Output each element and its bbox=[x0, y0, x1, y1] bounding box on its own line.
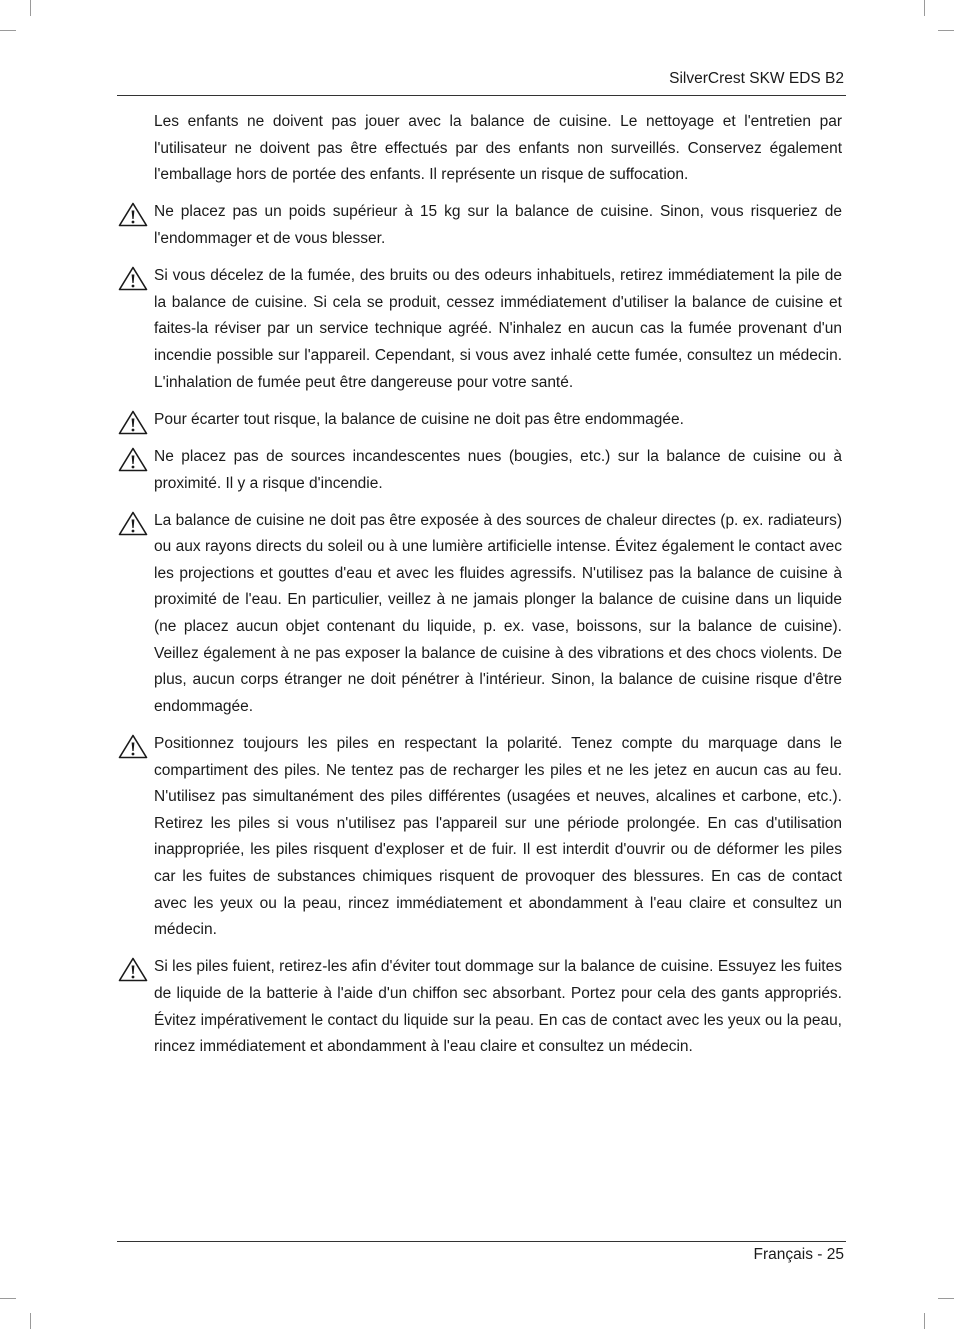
warning-paragraph bbox=[154, 444, 842, 497]
warning-triangle-icon bbox=[118, 957, 148, 982]
paragraph bbox=[154, 109, 842, 189]
warning-paragraph bbox=[154, 954, 842, 1060]
crop-mark bbox=[924, 0, 925, 16]
crop-mark bbox=[924, 1313, 925, 1329]
paragraph-text: Les enfants ne doivent pas jouer avec la balance de cuisine. Le nettoyage et l'entretien par l'utilisateur ne doivent pas être effectués par des enfants non surveillés. Conservez également l'emballage hors de portée des enfants. Il représente un risque de suffocation. bbox=[154, 113, 842, 184]
paragraph-text: Ne placez pas de sources incandescentes nues (bougies, etc.) sur la balance de cuisine ou à proximité. Il y a risque d'incendie. bbox=[154, 447, 842, 492]
safety-instructions bbox=[154, 109, 842, 1071]
warning-triangle-icon bbox=[118, 410, 148, 435]
paragraph-text: Si les piles fuient, retirez-les afin d'éviter tout dommage sur la balance de cuisine. Essuyez les fuites de liquide de la batterie à l'aide d'un chiffon sec absorbant. Portez pour cela des gants appropriés. Évitez impérativement le contact du liquide sur la peau. En cas de contact avec les yeux ou la peau, rincez immédiatement et abondamment à l'eau claire et consultez un médecin. bbox=[154, 958, 842, 1056]
warning-triangle-icon bbox=[118, 202, 148, 227]
page-number: Français - 25 bbox=[753, 1246, 844, 1263]
warning-paragraph bbox=[154, 407, 842, 434]
document-header-title: SilverCrest SKW EDS B2 bbox=[669, 70, 844, 87]
crop-mark bbox=[30, 1313, 31, 1329]
paragraph-text: Ne placez pas un poids supérieur à 15 kg sur la balance de cuisine. Sinon, vous risqueriez de l'endommager et de vous blesser. bbox=[154, 203, 842, 247]
crop-mark bbox=[938, 1298, 954, 1299]
crop-mark bbox=[938, 30, 954, 31]
warning-triangle-icon bbox=[118, 447, 148, 472]
crop-mark bbox=[30, 0, 31, 16]
warning-paragraph bbox=[154, 731, 842, 944]
paragraph-text: Si vous décelez de la fumée, des bruits ou des odeurs inhabituels, retirez immédiatement la pile de la balance de cuisine. Si cela se produit, cessez immédiatement d'utiliser la balance de cuisine et faites-la réviser par un service technique agréé. N'inhalez en aucun cas la fumée provenant d'un incendie possible sur l'appareil. Cependant, si vous avez inhalé cette fumée, consultez un médecin. L'inhalation de fumée peut être dangereuse pour votre santé. bbox=[154, 267, 842, 391]
crop-mark bbox=[0, 1298, 16, 1299]
paragraph-text: La balance de cuisine ne doit pas être exposée à des sources de chaleur directes (p. ex. radiateurs) ou aux rayons directs du soleil ou à une lumière artificielle intense. Évitez également le contact avec les projections et gouttes d'eau et avec les fluides agressifs. N'utilisez pas la balance de cuisine à proximité de l'eau. En particulier, veillez à ne jamais plonger la balance de cuisine dans un liquide (ne placez aucun objet contenant du liquide, p. ex. vase, boissons, sur la balance de cuisine). Veillez également à ne pas exposer la balance de cuisine à des vibrations et des chocs violents. De plus, aucun corps étranger ne doit pénétrer à l'intérieur. Sinon, la balance de cuisine risque d'être endommagée. bbox=[154, 511, 842, 715]
footer-rule bbox=[117, 1241, 846, 1242]
crop-mark bbox=[0, 30, 16, 31]
header-rule bbox=[117, 95, 846, 96]
warning-triangle-icon bbox=[118, 511, 148, 536]
warning-triangle-icon bbox=[118, 734, 148, 759]
warning-triangle-icon bbox=[118, 266, 148, 291]
warning-paragraph bbox=[154, 263, 842, 396]
paragraph-text: Pour écarter tout risque, la balance de cuisine ne doit pas être endommagée. bbox=[154, 410, 684, 428]
warning-paragraph bbox=[154, 199, 842, 252]
warning-paragraph bbox=[154, 508, 842, 721]
paragraph-text: Positionnez toujours les piles en respectant la polarité. Tenez compte du marquage dans le compartiment des piles. Ne tentez pas de recharger les piles et ne les jetez en aucun cas au feu. N'utilisez pas simultanément des piles différentes (usagées et neuves, alcalines et carbone, etc.). Retirez les piles si vous n'utilisez pas l'appareil sur une période prolongée. En cas d'utilisation inappropriée, les piles risquent d'exploser et de fuir. Il est interdit d'ouvrir ou de déformer les piles car les fuites de substances chimiques risquent de provoquer des blessures. En cas de contact avec les yeux ou la peau, rincez immédiatement et abondamment à l'eau claire et consultez un médecin. bbox=[154, 735, 842, 939]
